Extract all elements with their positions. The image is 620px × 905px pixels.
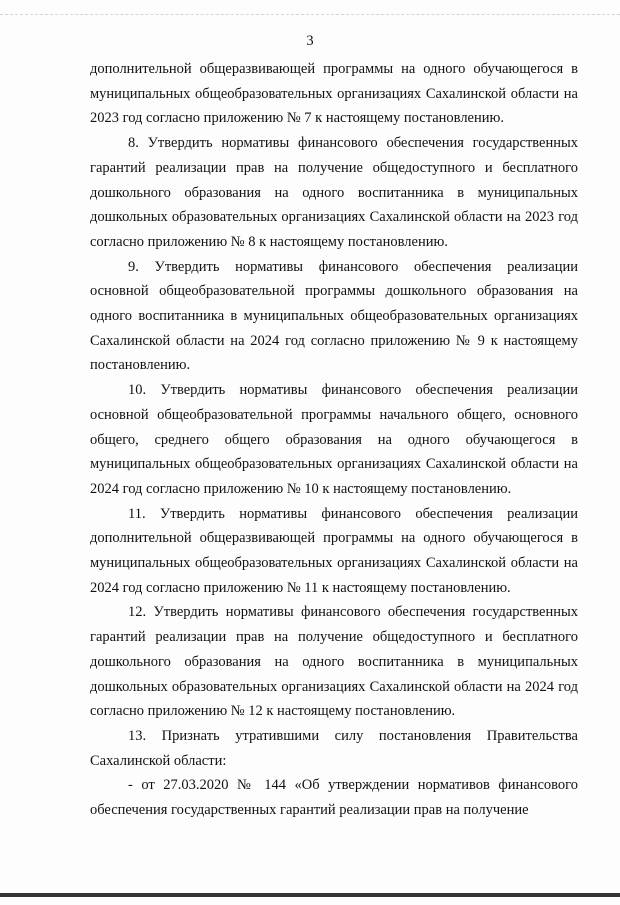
- paragraph-item-8: 8. Утвердить нормативы финансового обеспечения государственных гарантий реализации прав на получение общедоступного и бесплатного дошкольного образования на одного воспитанника в муниципальных дошкольных образовательных организациях Сахалинской области на 2023 год согласно приложению № 8 к настоящему постановлению.: [90, 135, 578, 250]
- paragraph-item-11: 11. Утвердить нормативы финансового обеспечения реализации дополнительной общеразвивающей программы на одного обучающегося в муниципальных общеобразовательных организациях Сахалинской области на 2024 год согласно приложению № 11 к настоящему постановлению.: [90, 505, 578, 596]
- paragraph-item-12: 12. Утвердить нормативы финансового обеспечения государственных гарантий реализации прав на получение общедоступного и бесплатного дошкольного образования на одного воспитанника в муниципальных дошкольных образовательных организациях Сахалинской области на 2024 год согласно приложению № 12 к настоящему постановлению.: [90, 604, 578, 720]
- scan-edge-bottom: [0, 893, 620, 897]
- paragraph-item-13: 13. Признать утратившими силу постановления Правительства Сахалинской области:: [90, 727, 578, 769]
- scan-edge-top: [0, 14, 620, 15]
- page-number: 3: [306, 33, 314, 49]
- paragraph-list-entry: - от 27.03.2020 № 144 «Об утверждении нормативов финансового обеспечения государственных гарантий реализации прав на получение: [90, 777, 578, 819]
- paragraph-continuation: дополнительной общеразвивающей программы на одного обучающегося в муниципальных общеобразовательных организациях Сахалинской области на 2023 год согласно приложению № 7 к настоящему постановлению.: [90, 61, 578, 127]
- document-body: [90, 57, 578, 823]
- paragraph-item-9: 9. Утвердить нормативы финансового обеспечения реализации основной общеобразовательной программы дошкольного образования на одного воспитанника в муниципальных общеобразовательных организациях Сахалинской области на 2024 год согласно приложению № 9 к настоящему постановлению.: [90, 258, 578, 374]
- paragraph-item-10: 10. Утвердить нормативы финансового обеспечения реализации основной общеобразовательной программы начального общего, основного общего, среднего общего образования на одного обучающегося в муниципальных общеобразовательных организациях Сахалинской области на 2024 год согласно приложению № 10 к настоящему постановлению.: [90, 382, 578, 497]
